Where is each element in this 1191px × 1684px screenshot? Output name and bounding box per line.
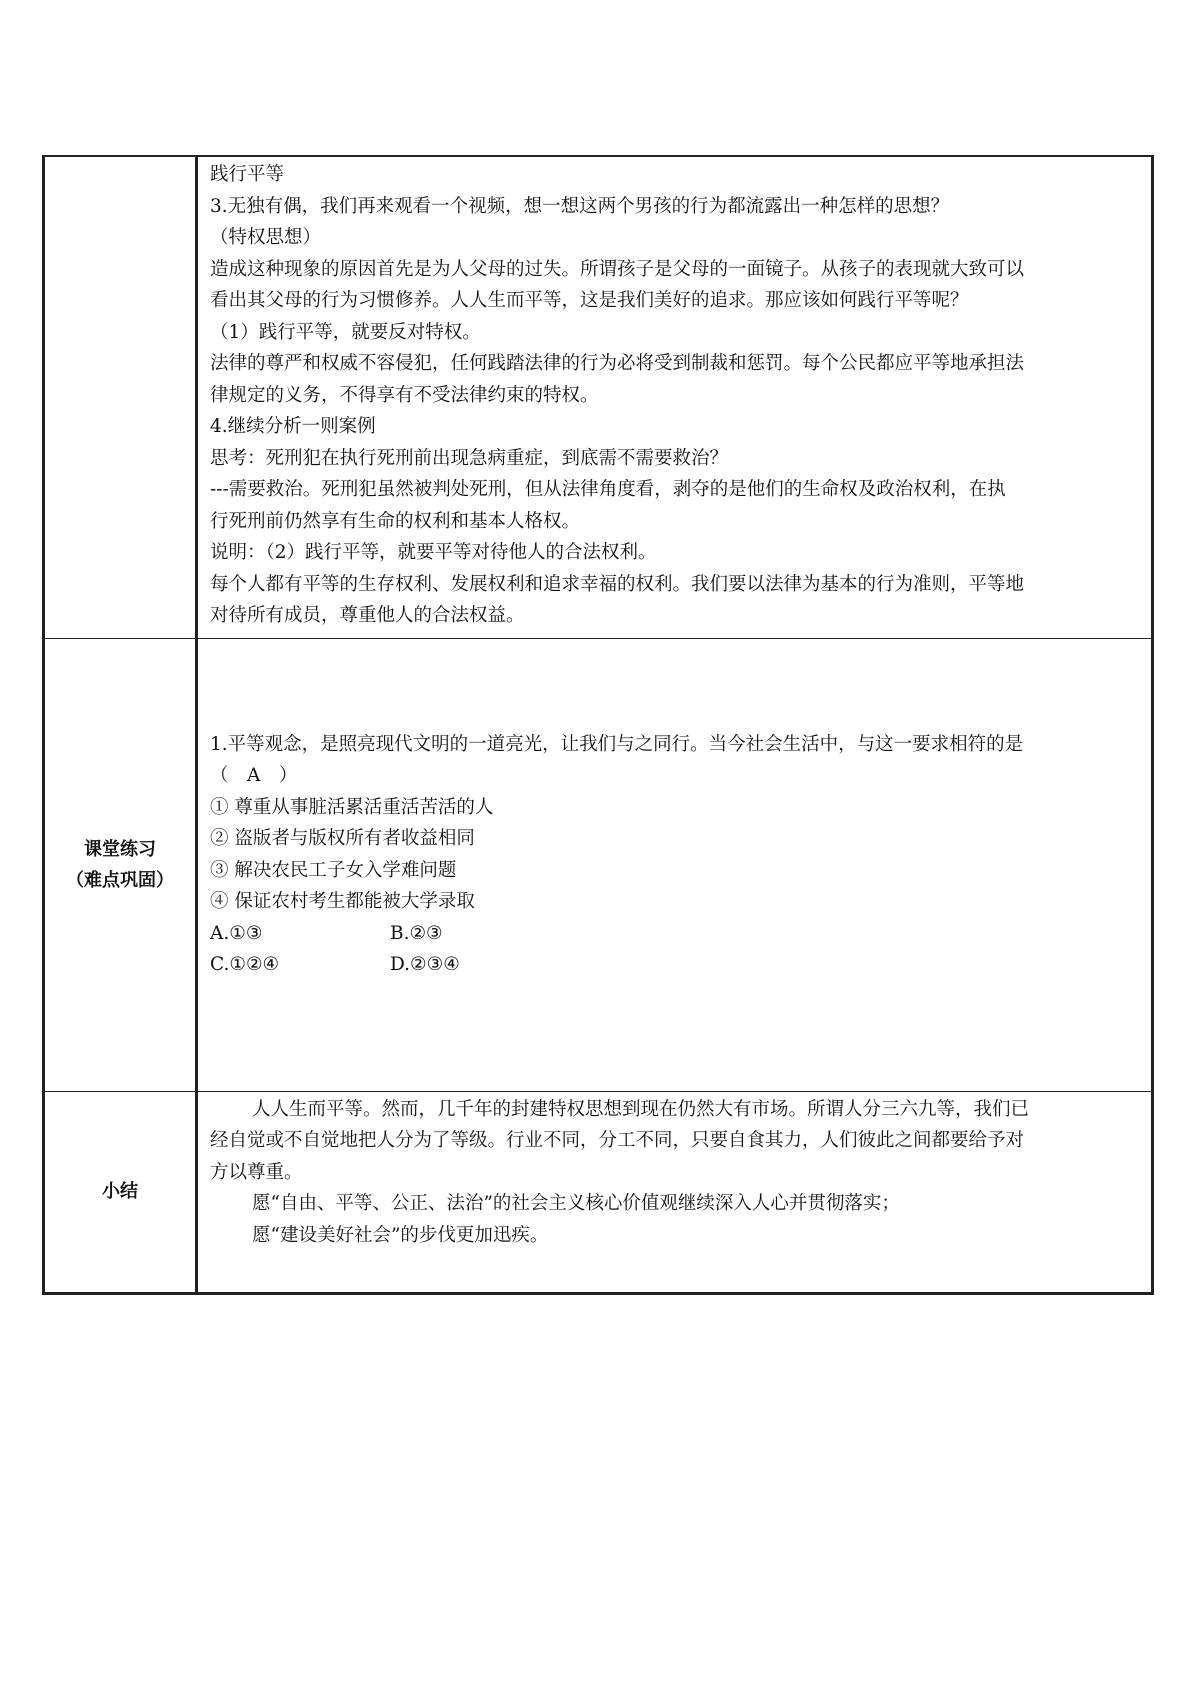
practice-label-title: 课堂练习 — [84, 838, 156, 860]
text-line: ---需要救治。死刑犯虽然被判处死刑，但从法律角度看，剥夺的是他们的生命权及政治权利，在执 — [210, 479, 1006, 500]
text-line: 造成这种现象的原因首先是为人父母的过失。所谓孩子是父母的一面镜子。从孩子的表现就大致可以 — [210, 258, 1025, 280]
options-row — [210, 949, 1137, 981]
text-line: 思考：死刑犯在执行死刑前出现急病重症，到底需不需要救治？ — [210, 447, 729, 469]
spacer — [210, 641, 1137, 729]
text-line: 愿“建设美好社会”的步伐更加迅疾。 — [252, 1224, 549, 1246]
choice-item: ③ 解决农民工子女入学难问题 — [210, 859, 457, 881]
question-answer: （ A ） — [210, 765, 298, 786]
text-line: 律规定的义务，不得享有不受法律约束的特权。 — [210, 384, 599, 406]
options-row — [210, 918, 1137, 950]
text-line: 法律的尊严和权威不容侵犯，任何践踏法律的行为必将受到制裁和惩罚。每个公民都应平等地承担法 — [210, 353, 1025, 374]
choice-item: ① 尊重从事脏活累活重活苦活的人 — [210, 796, 494, 818]
lesson-plan-table — [42, 155, 1154, 1295]
teaching-content — [197, 156, 1153, 638]
choice-item: ② 盗版者与版权所有者收益相同 — [210, 828, 475, 849]
text-line: 经自觉或不自觉地把人分为了等级。行业不同，分工不同，只要自食其力，人们彼此之间都要给予对 — [210, 1130, 1025, 1151]
teaching-row-label — [44, 156, 197, 638]
text-line: 3.无独有偶，我们再来观看一个视频，想一想这两个男孩的行为都流露出一种怎样的思想？ — [210, 195, 950, 217]
text-line: （1）践行平等，就要反对特权。 — [210, 321, 481, 343]
text-line: 说明：（2）践行平等，就要平等对待他人的合法权利。 — [210, 542, 657, 563]
summary-content — [197, 1091, 1153, 1293]
option-c: C.①②④ — [210, 954, 280, 975]
option-a: A.①③ — [210, 922, 263, 944]
summary-row — [44, 1091, 1153, 1293]
text-line: 看出其父母的行为习惯修养。人人生而平等，这是我们美好的追求。那应该如何践行平等呢？ — [210, 290, 969, 311]
text-line: 每个人都有平等的生存权利、发展权利和追求幸福的权利。我们要以法律为基本的行为准则，平等地 — [210, 573, 1025, 595]
teaching-row — [44, 156, 1153, 638]
summary-row-label — [44, 1091, 197, 1293]
choice-item: ④ 保证农村考生都能被大学录取 — [210, 891, 475, 912]
text-line: 人人生而平等。然而，几千年的封建特权思想到现在仍然大有市场。所谓人分三六九等，我们已 — [252, 1098, 1030, 1120]
practice-row — [44, 638, 1153, 1091]
text-line: 方以尊重。 — [210, 1161, 303, 1183]
text-line: （特权思想） — [210, 227, 322, 248]
text-line: 践行平等 — [210, 164, 285, 185]
option-d: D.②③④ — [390, 954, 460, 975]
text-line: 行死刑前仍然享有生命的权利和基本人格权。 — [210, 510, 581, 532]
practice-row-label — [44, 638, 197, 1091]
practice-content — [197, 638, 1153, 1091]
option-b: B.②③ — [390, 922, 443, 944]
text-line: 对待所有成员，尊重他人的合法权益。 — [210, 605, 525, 626]
summary-label: 小结 — [102, 1181, 138, 1202]
question-text: 1.平等观念，是照亮现代文明的一道亮光，让我们与之同行。当今社会生活中，与这一要求相符的是 — [210, 733, 1024, 755]
text-line: 愿“自由、平等、公正、法治”的社会主义核心价值观继续深入人心并贯彻落实； — [252, 1193, 900, 1214]
text-line: 4.继续分析一则案例 — [210, 416, 376, 437]
practice-label-subtitle: （难点巩固） — [66, 869, 174, 891]
